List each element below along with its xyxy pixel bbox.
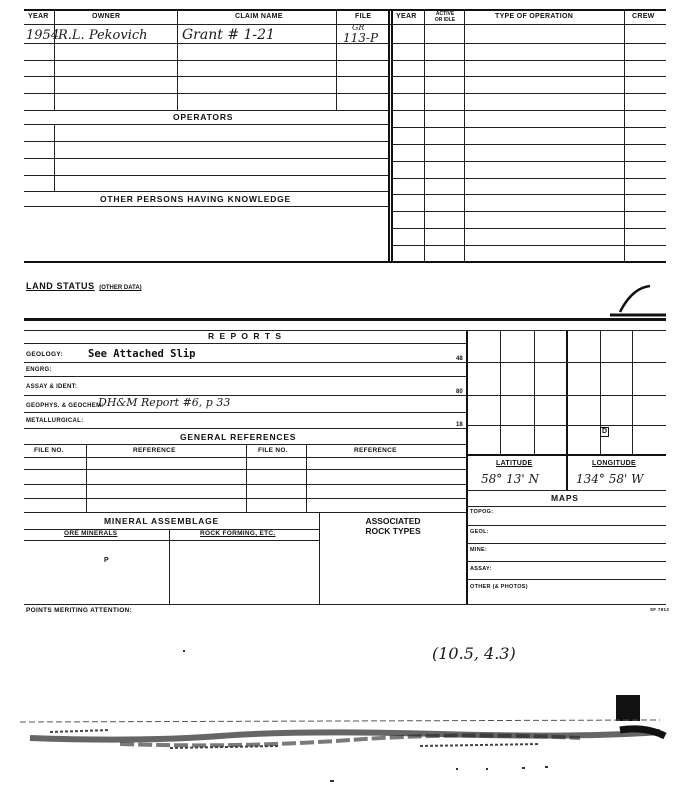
grid-line	[632, 330, 633, 454]
geology-value: See Attached Slip	[88, 348, 196, 360]
operation-row-rule	[392, 93, 666, 94]
maps-assay-label: ASSAY:	[470, 566, 492, 572]
upper-block-bottom-rule	[24, 261, 666, 263]
operation-row-rule	[392, 161, 666, 162]
latitude-label: LATITUDE	[496, 460, 533, 467]
refs-column-divider	[246, 444, 247, 512]
geology-label: GEOLOGY:	[26, 351, 63, 358]
reports-number-80: 80	[456, 389, 463, 395]
reference-header-2: REFERENCE	[354, 447, 397, 454]
mineral-assemblage-heading: MINERAL ASSEMBLAGE	[104, 516, 219, 526]
active-column-divider	[464, 9, 465, 261]
entry-owner: R.L. Pekovich	[58, 28, 148, 43]
operation-row-rule	[392, 211, 666, 212]
engrg-label: ENGRG:	[26, 367, 52, 373]
operation-row-rule	[392, 228, 666, 229]
associated-column-divider	[319, 512, 320, 604]
operators-heading: OPERATORS	[173, 112, 234, 122]
entry-file-top: GR	[352, 23, 365, 32]
grid-line	[500, 330, 501, 454]
refs-bottom-rule	[24, 512, 466, 513]
other-persons-heading-rule	[24, 206, 388, 207]
main-column-divider	[391, 9, 393, 261]
maps-mine-label: MINE:	[470, 547, 488, 553]
owner-row-rule	[24, 43, 388, 44]
form-number: SF 7913	[650, 607, 670, 612]
longitude-label: LONGITUDE	[592, 460, 636, 467]
reports-right-divider	[466, 330, 468, 604]
associated-rock-types-heading	[320, 516, 466, 536]
rock-types-label: ROCK TYPES	[365, 526, 421, 536]
owner-row-rule	[24, 60, 388, 61]
header-crew: CREW	[632, 13, 655, 20]
scan-speck	[486, 768, 488, 770]
maps-heading: MAPS	[551, 493, 579, 503]
grid-location-mark: D	[601, 428, 608, 435]
file-no-header-1: FILE NO.	[34, 447, 64, 454]
grid-line	[466, 395, 666, 396]
entry-claim-name: Grant # 1-21	[182, 27, 275, 43]
maps-row-rule	[466, 525, 666, 526]
coordinates-note: (10.5, 4.3)	[432, 644, 516, 663]
reports-row-rule	[24, 376, 466, 377]
refs-row-rule	[24, 498, 466, 499]
longitude-value: 134° 58' W	[576, 472, 644, 486]
header-file: FILE	[355, 13, 372, 20]
other-persons-top-rule	[24, 191, 388, 192]
land-status-sublabel: (OTHER DATA)	[99, 285, 142, 291]
reference-header-1: REFERENCE	[133, 447, 176, 454]
scan-speck	[183, 650, 185, 652]
year-column-divider	[424, 9, 425, 261]
operation-row-rule	[392, 127, 666, 128]
geophys-geochem-value: DH&M Report #6, p 33	[98, 396, 231, 409]
header-active-or-idle	[426, 11, 464, 23]
geophys-geochem-label: GEOPHYS. & GEOCHEM:	[26, 403, 104, 409]
reports-heading: R E P O R T S	[208, 331, 283, 341]
refs-column-divider	[306, 444, 307, 512]
header-bottom-rule	[24, 24, 666, 25]
lat-long-rule	[466, 490, 666, 491]
scan-noise-band	[20, 718, 670, 758]
maps-topog-label: TOPOG:	[470, 509, 494, 515]
owner-year-divider	[54, 24, 55, 110]
other-persons-heading: OTHER PERSONS HAVING KNOWLEDGE	[100, 194, 292, 204]
owner-claim-divider	[177, 24, 178, 110]
scan-mark	[610, 282, 666, 318]
grid-line	[466, 425, 666, 426]
metallurgical-label: METALLURGICAL:	[26, 418, 84, 424]
operators-row-rule	[24, 158, 388, 159]
file-no-header-2: FILE NO.	[258, 447, 288, 454]
scan-speck	[522, 767, 525, 769]
maps-row-rule	[466, 579, 666, 580]
scan-speck	[545, 766, 548, 768]
grid-divider	[566, 330, 568, 490]
general-references-heading-rule	[24, 444, 466, 445]
operation-row-rule	[392, 144, 666, 145]
maps-heading-rule	[466, 506, 666, 507]
ore-mineral-mark: P	[104, 557, 109, 564]
claim-file-divider	[336, 24, 337, 110]
grid-line	[466, 362, 666, 363]
operation-row-rule	[392, 76, 666, 77]
operation-row-rule	[392, 43, 666, 44]
operation-row-rule	[392, 194, 666, 195]
associated-label: ASSOCIATED	[365, 516, 421, 526]
assay-ident-label: ASSAY & IDENT:	[26, 384, 78, 390]
header-year-2: YEAR	[396, 13, 417, 20]
operators-top-rule	[24, 110, 388, 111]
operators-heading-rule	[24, 124, 388, 125]
operation-row-rule	[392, 178, 666, 179]
operation-row-rule	[392, 245, 666, 246]
operators-year-divider	[54, 124, 55, 191]
or-idle-label: OR IDLE	[434, 17, 456, 23]
refs-column-divider	[86, 444, 87, 512]
scan-speck	[330, 780, 334, 782]
refs-row-rule	[24, 484, 466, 485]
mineral-bottom-rule	[24, 604, 666, 605]
mineral-subheading-rule	[24, 540, 320, 541]
crew-column-divider	[624, 9, 625, 261]
header-claim-name: CLAIM NAME	[235, 13, 283, 20]
owner-row-rule	[24, 76, 388, 77]
latitude-value: 58° 13' N	[481, 472, 539, 486]
header-type-of-operation: TYPE OF OPERATION	[495, 13, 574, 20]
header-divider	[336, 9, 337, 24]
reports-row-rule	[24, 395, 466, 396]
land-status-label: LAND STATUS	[26, 281, 95, 291]
header-top-rule	[24, 9, 666, 11]
entry-file-bottom: 113-P	[343, 31, 379, 45]
rock-forming-header: ROCK FORMING, ETC.	[200, 530, 276, 537]
maps-row-rule	[466, 543, 666, 544]
grid-line	[534, 330, 535, 454]
reports-row-rule	[24, 412, 466, 413]
reports-top-rule	[24, 330, 666, 331]
main-column-divider	[388, 9, 390, 261]
operation-row-rule	[392, 110, 666, 111]
maps-other-photos-label: OTHER (& PHOTOS)	[470, 584, 528, 590]
general-references-heading: GENERAL REFERENCES	[180, 432, 297, 442]
reports-number-18: 18	[456, 422, 463, 428]
operation-row-rule	[392, 60, 666, 61]
header-owner: OWNER	[92, 13, 121, 20]
maps-row-rule	[466, 561, 666, 562]
reports-row-rule	[24, 428, 466, 429]
points-meriting-attention-label: POINTS MERITING ATTENTION:	[26, 607, 133, 614]
maps-geol-label: GEOL:	[470, 529, 489, 535]
land-status-bottom-rule	[24, 318, 666, 321]
owner-row-rule	[24, 93, 388, 94]
ore-minerals-header: ORE MINERALS	[64, 530, 118, 537]
header-year: YEAR	[28, 13, 49, 20]
active-label: ACTIVE	[435, 11, 455, 17]
refs-row-rule	[24, 457, 466, 458]
refs-row-rule	[24, 469, 466, 470]
reports-heading-rule	[24, 343, 466, 344]
reports-number-48: 48	[456, 356, 463, 362]
land-status-heading	[26, 277, 142, 293]
operators-row-rule	[24, 175, 388, 176]
grid-bottom-rule	[466, 454, 666, 456]
mineral-column-divider	[169, 529, 170, 604]
entry-year: 1954	[26, 28, 60, 43]
operators-row-rule	[24, 141, 388, 142]
reports-row-rule	[24, 362, 466, 363]
header-divider	[54, 9, 55, 24]
header-divider	[177, 9, 178, 24]
scan-speck	[456, 768, 458, 770]
